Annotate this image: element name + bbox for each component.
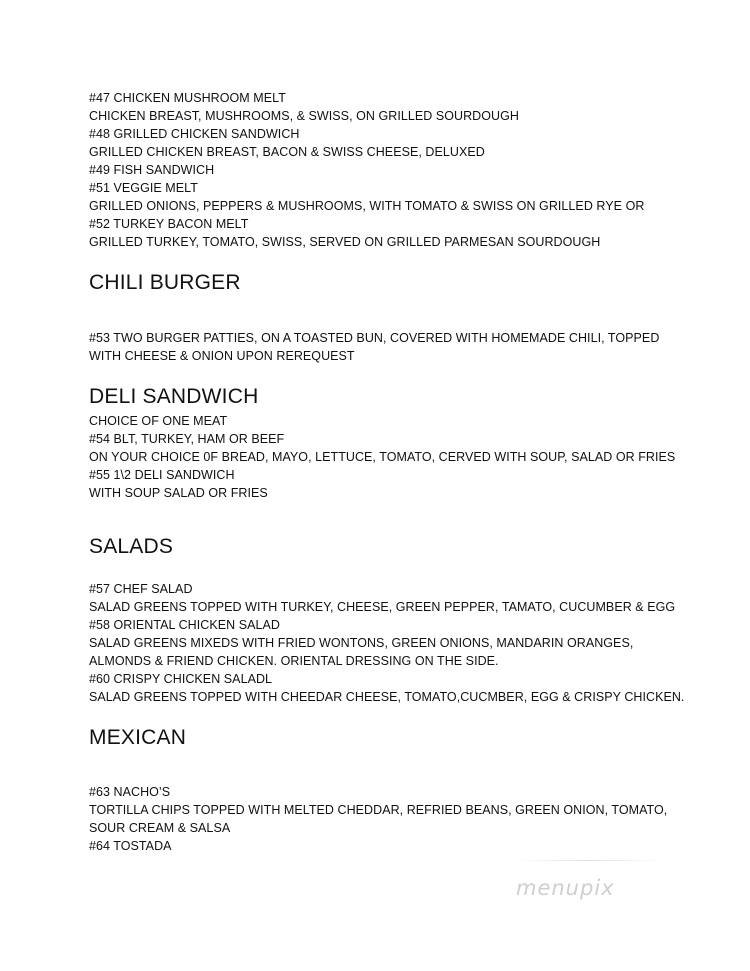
menu-line: #53 TWO BURGER PATTIES, ON A TOASTED BUN, COVERED WITH HOMEMADE CHILI, TOPPED (89, 331, 660, 345)
menu-line: GRILLED ONIONS, PEPPERS & MUSHROOMS, WITH TOMATO & SWISS ON GRILLED RYE OR (89, 199, 645, 213)
menu-line: SOUR CREAM & SALSA (89, 821, 231, 835)
watermark-divider (514, 860, 664, 861)
menu-line: GRILLED TURKEY, TOMATO, SWISS, SERVED ON GRILLED PARMESAN SOURDOUGH (89, 235, 601, 249)
menu-line: SALAD GREENS TOPPED WITH TURKEY, CHEESE, GREEN PEPPER, TAMATO, CUCUMBER & EGG (89, 600, 676, 614)
menu-line: SALAD GREENS TOPPED WITH CHEEDAR CHEESE, TOMATO,CUCMBER, EGG & CRISPY CHICKEN. (89, 690, 685, 704)
section-heading-deli-sandwich: DELI SANDWICH (89, 385, 259, 408)
watermark-logo-icon (514, 868, 664, 908)
menu-line: #57 CHEF SALAD (89, 582, 193, 596)
menu-line: #64 TOSTADA (89, 839, 172, 853)
menupix-watermark-logo (514, 868, 664, 908)
menu-line: ALMONDS & FRIEND CHICKEN. ORIENTAL DRESSING ON THE SIDE. (89, 654, 499, 668)
menu-line: #51 VEGGIE MELT (89, 181, 198, 195)
menu-line: #47 CHICKEN MUSHROOM MELT (89, 91, 286, 105)
section-heading-salads: SALADS (89, 535, 174, 558)
menu-line: WITH SOUP SALAD OR FRIES (89, 486, 268, 500)
menu-line: GRILLED CHICKEN BREAST, BACON & SWISS CHEESE, DELUXED (89, 145, 485, 159)
section-heading-mexican: MEXICAN (89, 726, 187, 749)
menu-line: CHOICE OF ONE MEAT (89, 414, 228, 428)
menu-line: ON YOUR CHOICE 0F BREAD, MAYO, LETTUCE, TOMATO, CERVED WITH SOUP, SALAD OR FRIES (89, 450, 676, 464)
menu-line: #55 1\2 DELI SANDWICH (89, 468, 235, 482)
menu-line: CHICKEN BREAST, MUSHROOMS, & SWISS, ON GRILLED SOURDOUGH (89, 109, 519, 123)
menu-line: #48 GRILLED CHICKEN SANDWICH (89, 127, 300, 141)
menu-line: #58 ORIENTAL CHICKEN SALAD (89, 618, 280, 632)
menu-line: #54 BLT, TURKEY, HAM OR BEEF (89, 432, 285, 446)
menu-line: SALAD GREENS MIXEDS WITH FRIED WONTONS, GREEN ONIONS, MANDARIN ORANGES, (89, 636, 634, 650)
menu-line: #63 NACHO’S (89, 785, 171, 799)
menu-line: #49 FISH SANDWICH (89, 163, 215, 177)
menu-line: #60 CRISPY CHICKEN SALADL (89, 672, 273, 686)
menu-line: #52 TURKEY BACON MELT (89, 217, 249, 231)
menu-line: TORTILLA CHIPS TOPPED WITH MELTED CHEDDAR, REFRIED BEANS, GREEN ONION, TOMATO, (89, 803, 668, 817)
svg-text:menupix: menupix (516, 876, 615, 900)
section-heading-chili-burger: CHILI BURGER (89, 271, 241, 294)
menu-line: WITH CHEESE & ONION UPON REREQUEST (89, 349, 355, 363)
